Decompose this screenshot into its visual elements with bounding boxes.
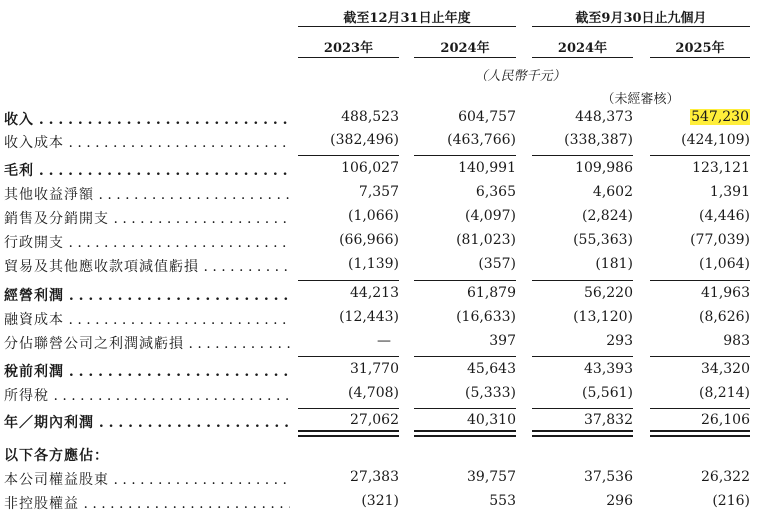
- total-double-rule-col2: [414, 430, 516, 437]
- table-row-revenue: [0, 108, 763, 130]
- table-row-cost-of-revenue: [0, 131, 763, 153]
- period-rule-full-year: [298, 26, 516, 27]
- cell-9m-2024: 37,832: [584, 412, 633, 428]
- year-rule-col2: [414, 57, 516, 58]
- table-row-other-gains: [0, 183, 763, 205]
- row-label: 融資成本 . . .: [4, 309, 290, 329]
- period-rule-nine-months: [532, 26, 750, 27]
- unaudited-label: （未經審核）: [601, 92, 680, 107]
- cell-9m-2025: 41,963: [701, 285, 750, 301]
- table-row-income-tax: [0, 384, 763, 406]
- cell-9m-2025: 123,121: [692, 160, 750, 176]
- year-rule-col3: [532, 57, 633, 58]
- subtotal-rule-col3: [532, 155, 633, 156]
- cell-2023: (382,496): [330, 132, 399, 148]
- cell-2024: (4,097): [464, 208, 516, 224]
- cell-9m-2024: (13,120): [573, 309, 633, 325]
- cell-2023: (1,066): [347, 208, 399, 224]
- row-label: 稅前利潤 . . .: [4, 361, 290, 381]
- cell-9m-2024: 43,393: [584, 361, 633, 377]
- cell-2023: (12,443): [339, 309, 399, 325]
- row-label: 銷售及分銷開支 . . .: [4, 208, 290, 228]
- cell-9m-2025: 34,320: [701, 361, 750, 377]
- cell-2024: 39,757: [467, 469, 516, 485]
- table-row-profit-before-tax: [0, 360, 763, 382]
- cell-9m-2024: (5,561): [581, 385, 633, 401]
- cell-9m-2025: (1,064): [698, 256, 750, 272]
- cell-9m-2025: [650, 109, 750, 129]
- cell-2024: (5,333): [464, 385, 516, 401]
- cell-2024: 61,879: [467, 285, 516, 301]
- row-label: 非控股權益 . . .: [4, 493, 290, 513]
- cell-9m-2024: (2,824): [581, 208, 633, 224]
- row-label: 分佔聯營公司之利潤減虧損 . . .: [4, 333, 290, 353]
- row-label: 年／期內利潤 . . .: [4, 412, 290, 432]
- table-row-gross-profit: [0, 159, 763, 181]
- subtotal-rule-col2: [414, 408, 516, 409]
- cell-2024: 40,310: [467, 412, 516, 428]
- table-row-share-of-associates: [0, 332, 763, 354]
- table-row-operating-profit: [0, 284, 763, 306]
- subtotal-rule-col4: [650, 408, 750, 409]
- cell-9m-2024: 296: [606, 493, 633, 509]
- table-row-equity-shareholders: [0, 468, 763, 490]
- cell-2023: 44,213: [350, 285, 399, 301]
- total-double-rule-col3: [532, 430, 633, 437]
- row-label: 本公司權益股東 . . .: [4, 469, 290, 489]
- cell-2024: (81,023): [456, 232, 516, 248]
- row-label: 其他收益淨額 . . .: [4, 184, 290, 204]
- cell-2023: 31,770: [350, 361, 399, 377]
- cell-9m-2025: (216): [712, 493, 750, 509]
- subtotal-rule-col1: [298, 280, 399, 281]
- subtotal-rule-col4: [650, 155, 750, 156]
- table-row-finance-costs: [0, 308, 763, 330]
- subtotal-rule-col2: [414, 280, 516, 281]
- cell-9m-2024: (181): [595, 256, 633, 272]
- cell-9m-2025: (424,109): [681, 132, 750, 148]
- cell-2023: 27,383: [350, 469, 399, 485]
- subtotal-rule-col1: [298, 155, 399, 156]
- subtotal-rule-col4: [650, 356, 750, 357]
- year-header-col2: 2024年: [440, 41, 490, 56]
- period-header-full-year: 截至12月31日止年度: [343, 11, 471, 26]
- row-label: 毛利 . . .: [4, 160, 290, 180]
- cell-2024: 45,643: [467, 361, 516, 377]
- subtotal-rule-col3: [532, 356, 633, 357]
- cell-9m-2024: 448,373: [575, 109, 633, 125]
- cell-2023: (66,966): [339, 232, 399, 248]
- cell-2023: 106,027: [341, 160, 399, 176]
- cell-2024: 6,365: [475, 184, 516, 200]
- subtotal-rule-col3: [532, 408, 633, 409]
- cell-2024: (16,633): [456, 309, 516, 325]
- total-double-rule-col1: [298, 430, 399, 437]
- cell-9m-2024: 293: [606, 333, 633, 349]
- subtotal-rule-col1: [298, 408, 399, 409]
- subtotal-rule-col2: [414, 155, 516, 156]
- cell-9m-2024: 37,536: [584, 469, 633, 485]
- period-header-nine-months: 截至9月30日止九個月: [575, 11, 707, 26]
- subtotal-rule-col1: [298, 356, 399, 357]
- row-label: 收入成本 . . .: [4, 132, 290, 152]
- cell-9m-2025: 26,106: [701, 412, 750, 428]
- cell-9m-2024: (55,363): [573, 232, 633, 248]
- cell-2024: 397: [489, 333, 516, 349]
- unit-label: （人民幣千元）: [474, 69, 566, 84]
- year-header-col4: 2025年: [675, 41, 725, 56]
- subtotal-rule-col3: [532, 280, 633, 281]
- table-row-selling-expenses: [0, 207, 763, 229]
- cell-9m-2025: (8,214): [698, 385, 750, 401]
- table-row-attributable-heading: [0, 444, 763, 466]
- row-label: 貿易及其他應收款項減值虧損 . . .: [4, 256, 290, 276]
- table-row-admin-expenses: [0, 231, 763, 253]
- highlighted-value: 547,230: [691, 109, 749, 125]
- row-label: 收入 . . .: [4, 109, 290, 129]
- row-label: 行政開支 . . .: [4, 232, 290, 252]
- subtotal-rule-col4: [650, 280, 750, 281]
- row-label: 所得稅 . . .: [4, 385, 290, 405]
- cell-2023: 7,357: [358, 184, 399, 200]
- cell-9m-2024: 4,602: [592, 184, 633, 200]
- table-row-impairment: [0, 255, 763, 277]
- cell-2024: 604,757: [458, 109, 516, 125]
- cell-9m-2025: (8,626): [698, 309, 750, 325]
- year-rule-col1: [298, 57, 399, 58]
- cell-9m-2025: 1,391: [709, 184, 750, 200]
- cell-2024: (357): [478, 256, 516, 272]
- cell-9m-2024: 56,220: [584, 285, 633, 301]
- total-double-rule-col4: [650, 430, 750, 437]
- cell-2024: (463,766): [447, 132, 516, 148]
- cell-2023: (321): [361, 493, 399, 509]
- cell-2024: 553: [489, 493, 516, 509]
- cell-9m-2024: (338,387): [564, 132, 633, 148]
- year-header-col1: 2023年: [323, 41, 374, 56]
- cell-2023: 488,523: [341, 109, 399, 125]
- row-label: 以下各方應佔：: [4, 448, 109, 464]
- year-header-col3: 2024年: [557, 41, 608, 56]
- table-row-non-controlling: [0, 492, 763, 514]
- cell-2024: 140,991: [458, 160, 516, 176]
- cell-9m-2025: 26,322: [701, 469, 750, 485]
- cell-9m-2025: (77,039): [690, 232, 750, 248]
- cell-2023: —: [377, 333, 391, 349]
- row-label: 經營利潤 . . .: [4, 285, 290, 305]
- cell-9m-2025: 983: [723, 333, 750, 349]
- year-rule-col4: [650, 57, 750, 58]
- cell-2023: 27,062: [350, 412, 399, 428]
- cell-9m-2024: 109,986: [575, 160, 633, 176]
- cell-2023: (1,139): [347, 256, 399, 272]
- subtotal-rule-col2: [414, 356, 516, 357]
- cell-2023: (4,708): [347, 385, 399, 401]
- cell-9m-2025: (4,446): [698, 208, 750, 224]
